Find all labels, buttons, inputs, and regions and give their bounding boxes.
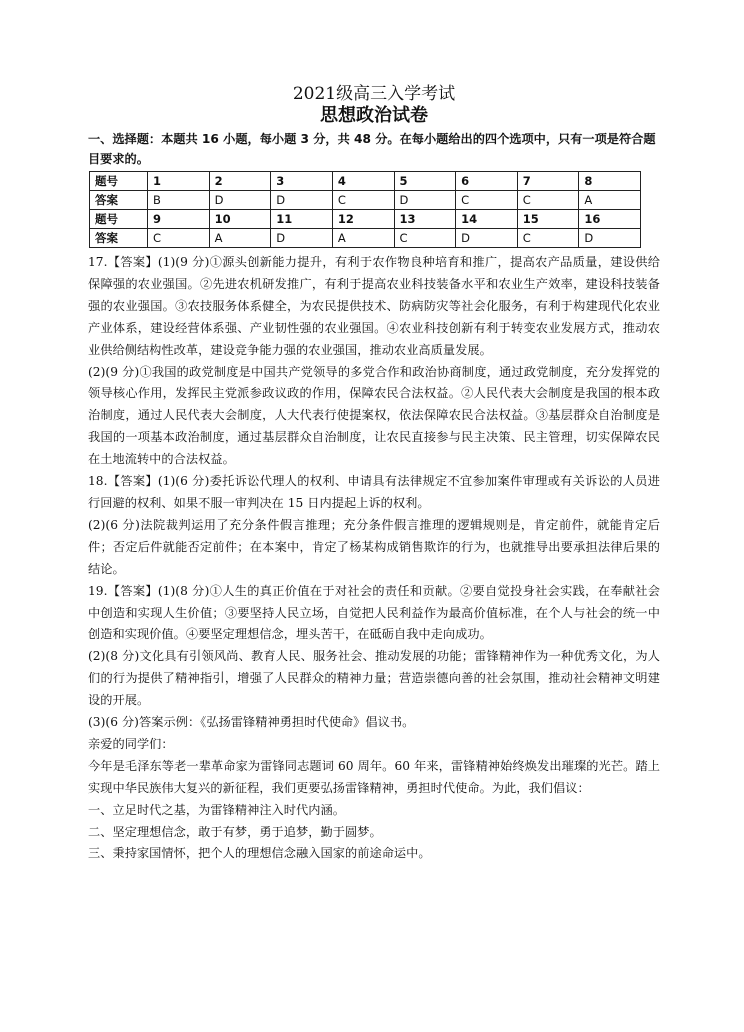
answer-paragraph: 19.【答案】(1)(8 分)①人生的真正价值在于对社会的责任和贡献。②要自觉投身社会实践，在奉献社会中创造和实现人生价值；③要坚持人民立场，自觉把人民利益作为最高价值标准，在个人与社会的统一中创造和实现价值。④要坚定理想信念，埋头苦干，在砥砺自我中走向成功。 xyxy=(88,583,660,642)
answer-cell: D xyxy=(394,191,456,210)
table-row-answers xyxy=(90,229,641,248)
answer-cell: C xyxy=(517,191,579,210)
question-number-cell: 5 xyxy=(394,172,456,191)
answer-cell: C xyxy=(517,229,579,248)
question-number-cell: 14 xyxy=(456,210,518,229)
question-number-cell: 8 xyxy=(579,172,641,191)
question-number-cell: 16 xyxy=(579,210,641,229)
exam-title: 2021级高三入学考试 xyxy=(292,84,456,104)
answer-cell: D xyxy=(579,229,641,248)
answer-cell: D xyxy=(271,191,333,210)
answer-cell: A xyxy=(579,191,641,210)
answer-paragraph: 亲爱的同学们： xyxy=(88,736,174,751)
answer-cell: A xyxy=(209,229,271,248)
answer-cell: B xyxy=(148,191,210,210)
answer-cell: D xyxy=(209,191,271,210)
answer-paragraph: 18.【答案】(1)(6 分)委托诉讼代理人的权利、申请具有法律规定不宜参加案件审理或有关诉讼的人员进行回避的权利、如果不服一审判决在 15 日内提起上诉的权利。 xyxy=(88,474,660,510)
answer-paragraph: 三、秉持家国情怀，把个人的理想信念融入国家的前途命运中。 xyxy=(88,846,431,861)
question-number-cell: 3 xyxy=(271,172,333,191)
question-number-cell: 10 xyxy=(209,210,271,229)
answer-paragraph: 17.【答案】(1)(9 分)①源头创新能力提升，有利于农作物良种培育和推广，提高农产品质量，建设供给保障强的农业强国。②先进农机研发推广，有利于提高农业科技装备水平和农业生产效率，建设科技装备强的农业强国。③农技服务体系健全，为农民提供技术、防病防灾等社会化服务，有利于构建现代化农业产业体系，建设经营体系强、产业韧性强的农业强国。④农业科技创新有利于转变农业发展方式，推动农业供给侧结构性改革，建设竞争能力强的农业强国，推动农业高质量发展。 xyxy=(88,255,660,357)
question-number-cell: 12 xyxy=(332,210,394,229)
answer-paragraph: 一、立足时代之基，为雷锋精神注入时代内涵。 xyxy=(88,802,345,817)
section-instructions: 一、选择题：本题共 16 小题，每小题 3 分，共 48 分。在每小题给出的四个选项中，只有一项是符合题目要求的。 xyxy=(88,132,656,166)
table-row-numbers xyxy=(90,210,641,229)
answer-cell: C xyxy=(394,229,456,248)
answer-cell: D xyxy=(456,229,518,248)
answer-cell: C xyxy=(332,191,394,210)
answer-cell: D xyxy=(271,229,333,248)
exam-subtitle: 思想政治试卷 xyxy=(320,105,428,126)
question-number-cell: 6 xyxy=(456,172,518,191)
answer-paragraph: 二、坚定理想信念，敢于有梦，勇于追梦，勤于圆梦。 xyxy=(88,824,382,839)
question-number-cell: 2 xyxy=(209,172,271,191)
answer-paragraph: (3)(6 分)答案示例：《弘扬雷锋精神勇担时代使命》倡议书。 xyxy=(88,715,415,730)
answer-table xyxy=(89,171,641,248)
table-row-label: 答案 xyxy=(90,229,148,248)
answer-paragraph: (2)(8 分)文化具有引领风尚、教育人民、服务社会、推动发展的功能；雷锋精神作为一种优秀文化，为人们的行为提供了精神指引，增强了人民群众的精神力量；营造崇德向善的社会氛围，推动社会精神文明建设的开展。 xyxy=(88,649,660,708)
question-number-cell: 7 xyxy=(517,172,579,191)
table-row-label: 题号 xyxy=(90,210,148,229)
answer-cell: C xyxy=(456,191,518,210)
table-row-label: 答案 xyxy=(90,191,148,210)
table-row-label: 题号 xyxy=(90,172,148,191)
question-number-cell: 4 xyxy=(332,172,394,191)
document-page xyxy=(88,84,660,865)
answer-paragraph: (2)(9 分)①我国的政党制度是中国共产党领导的多党合作和政治协商制度，通过政党制度，充分发挥党的领导核心作用，发挥民主党派参政议政的作用，保障农民合法权益。②人民代表大会制度是我国的根本政治制度，通过人民代表大会制度，人大代表行使提案权，依法保障农民合法权益。③基层群众自治制度是我国的一项基本政治制度，通过基层群众自治制度，让农民直接参与民主决策、民主管理，切实保障农民在土地流转中的合法权益。 xyxy=(88,364,660,467)
answer-body xyxy=(88,252,660,865)
question-number-cell: 15 xyxy=(517,210,579,229)
answer-paragraph: 今年是毛泽东等老一辈革命家为雷锋同志题词 60 周年。60 年来，雷锋精神始终焕发出璀璨的光芒。踏上实现中华民族伟大复兴的新征程，我们更要弘扬雷锋精神，勇担时代使命。为此，我们倡议： xyxy=(88,758,660,795)
answer-cell: C xyxy=(148,229,210,248)
answer-paragraph: (2)(6 分)法院裁判运用了充分条件假言推理；充分条件假言推理的逻辑规则是，肯定前件，就能肯定后件；否定后件就能否定前件；在本案中，肯定了杨某构成销售欺诈的行为，也就推导出要承担法律后果的结论。 xyxy=(88,517,660,576)
answer-cell: A xyxy=(332,229,394,248)
question-number-cell: 11 xyxy=(271,210,333,229)
question-number-cell: 9 xyxy=(148,210,210,229)
question-number-cell: 13 xyxy=(394,210,456,229)
table-row-numbers xyxy=(90,172,641,191)
question-number-cell: 1 xyxy=(148,172,210,191)
table-row-answers xyxy=(90,191,641,210)
